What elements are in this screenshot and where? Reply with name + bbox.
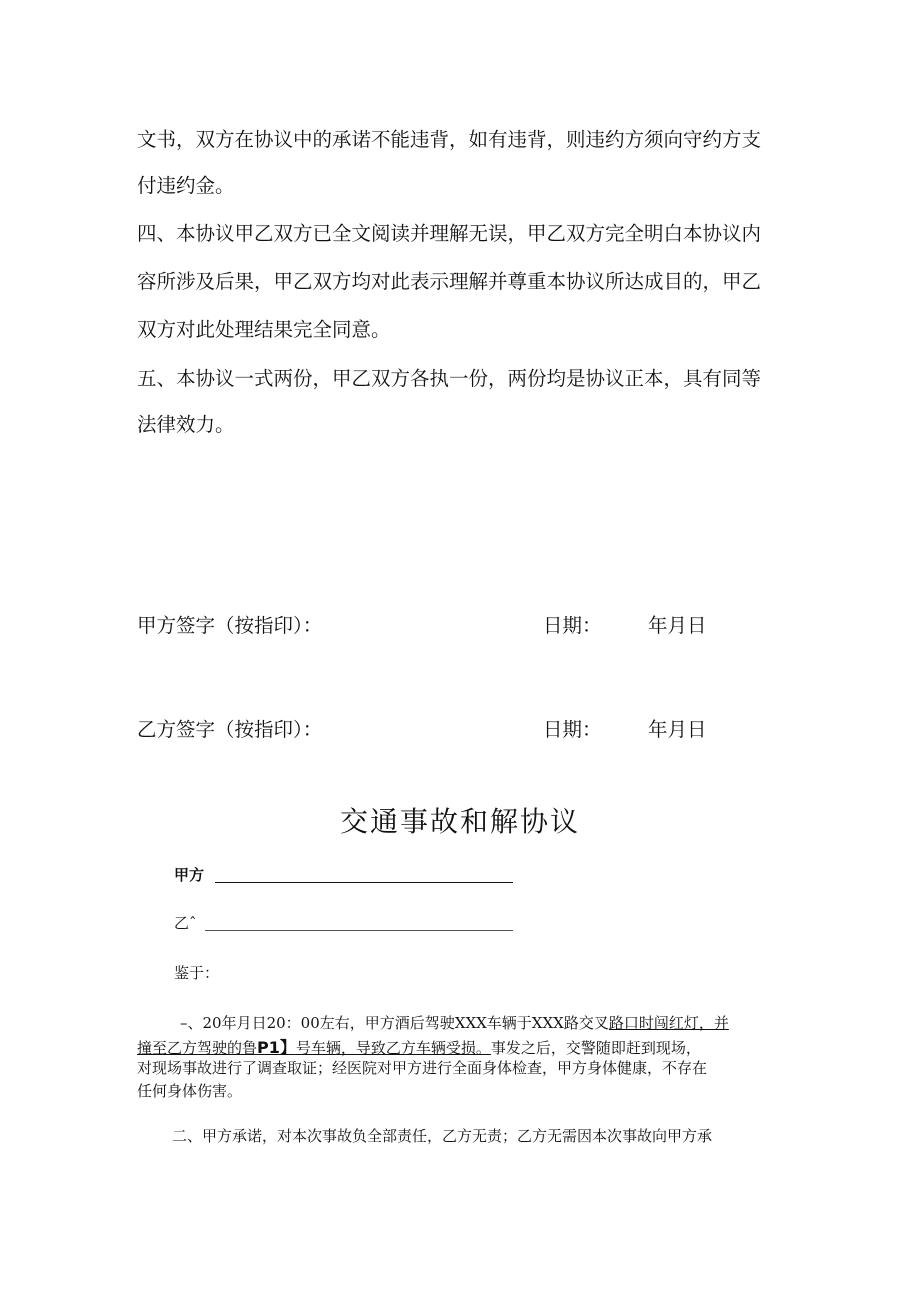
clause-5-line: 法律效力。 [137, 413, 235, 436]
clause-4-line: 容所涉及后果，甲乙双方均对此表示理解并尊重本协议所达成目的，甲乙 [137, 270, 762, 293]
whereas-label: 鉴于： [174, 964, 220, 982]
paragraph-line: 付违约金。 [137, 174, 235, 197]
party-b-label: 乙ˆ [174, 914, 197, 932]
clause-1-line [137, 1035, 701, 1058]
clause-1-text: 事发之后，交警随即赶到现场， [490, 1039, 701, 1057]
clause-1-text: –、20年月日20：00左右，甲方酒后驾驶XXX车辆于XXX路交叉 [180, 1014, 609, 1032]
party-a-label: 甲方 [174, 866, 205, 884]
party-b-signature-label: 乙方签字（按指印）： [137, 718, 323, 741]
clause-1-line [180, 1012, 729, 1033]
party-a-date-label: 日期： [543, 614, 602, 637]
clause-4-line: 双方对此处理结果完全同意。 [137, 318, 391, 341]
clause-1-text: 号车辆，导致乙方车辆受损。 [295, 1039, 491, 1057]
party-a-date-value: 年月日 [648, 614, 707, 637]
license-plate: P1】 [257, 1038, 296, 1057]
party-a-blank-line [215, 864, 513, 883]
agreement-title: 交通事故和解协议 [339, 805, 580, 838]
clause-1-line: 任何身体伤害。 [137, 1082, 243, 1100]
paragraph-line: 文书，双方在协议中的承诺不能违背，如有违背，则违约方须向守约方支 [137, 128, 762, 151]
party-b-date-label: 日期： [543, 718, 602, 741]
clause-1-underlined: 路口时闯红灯，并 [608, 1014, 729, 1032]
clause-4-line: 四、本协议甲乙双方已全文阅读并理解无误，甲乙双方完全明白本协议内 [137, 222, 762, 245]
party-a-signature-label: 甲方签字（按指印）： [137, 614, 323, 637]
clause-2-line: 二、甲方承诺，对本次事故负全部责任，乙方无责；乙方无需因本次事故向甲方承 [172, 1127, 713, 1145]
party-b-date-value: 年月日 [648, 718, 707, 741]
party-b-blank-line [205, 912, 513, 931]
clause-1-text: 撞至乙方驾驶的鲁 [137, 1039, 258, 1057]
clause-1-line: 对现场事故进行了调查取证；经医院对甲方进行全面身体检查，甲方身体健康，不存在 [137, 1059, 708, 1077]
clause-5-line: 五、本协议一式两份，甲乙双方各执一份，两份均是协议正本，具有同等 [137, 367, 762, 390]
